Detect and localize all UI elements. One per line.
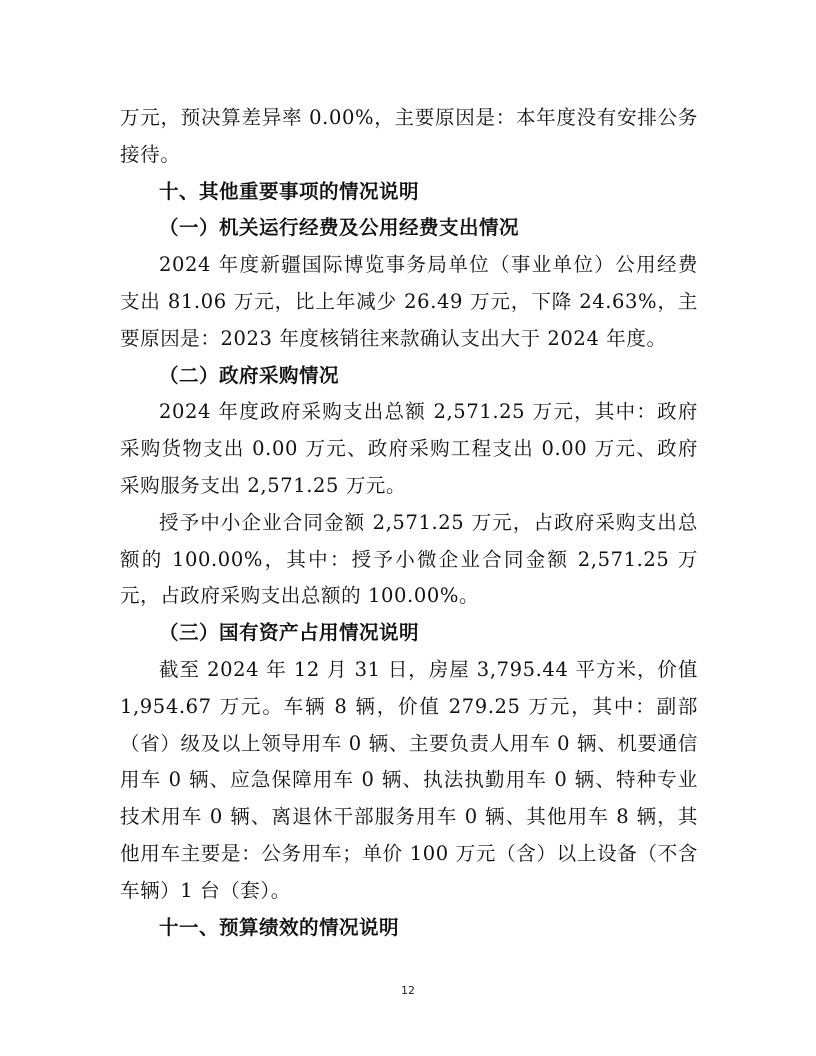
page-number: 12 (401, 984, 415, 997)
paragraph-reception-expense: 万元，预决算差异率 0.00%，主要原因是：本年度没有安排公务接待。 (120, 106, 698, 166)
subheading-operating-expenses: （一）机关运行经费及公用经费支出情况 (159, 216, 520, 240)
section-heading-10: 十、其他重要事项的情况说明 (159, 179, 420, 203)
subheading-government-procurement: （二）政府采购情况 (159, 363, 340, 387)
document-body (120, 100, 698, 946)
paragraph-operating-expenses: 2024 年度新疆国际博览事务局单位（事业单位）公用经费支出 81.06 万元，比上年减少 26.49 万元，下降 24.63%，主要原因是：2023 年度核销往来款确认支出大于 2024 年度。 (120, 253, 698, 350)
subheading-state-assets: （三）国有资产占用情况说明 (159, 621, 420, 645)
paragraph-sme-contracts: 授予中小企业合同金额 2,571.25 万元，占政府采购支出总额的 100.00%，其中：授予小微企业合同金额 2,571.25 万元，占政府采购支出总额的 100.00%。 (120, 510, 698, 608)
paragraph-state-assets: 截至 2024 年 12 月 31 日，房屋 3,795.44 平方米，价值 1,954.67 万元。车辆 8 辆，价值 279.25 万元，其中：副部（省）级及以上领导用车 0 辆、主要负责人用车 0 辆、机要通信用车 0 辆、应急保障用车 0 辆、执法执勤用车 0 辆、特种专业技术用车 0 辆、离退休干部服务用车 0 辆、其他用车 8 辆，其他用车主要是：公务用车；单价 100 万元（含）以上设备（不含车辆）1 台（套）。 (120, 657, 698, 902)
section-heading-11: 十一、预算绩效的情况说明 (159, 915, 400, 939)
paragraph-procurement-total: 2024 年度政府采购支出总额 2,571.25 万元，其中：政府采购货物支出 0.00 万元、政府采购工程支出 0.00 万元、政府采购服务支出 2,571.25 万元。 (120, 400, 698, 497)
